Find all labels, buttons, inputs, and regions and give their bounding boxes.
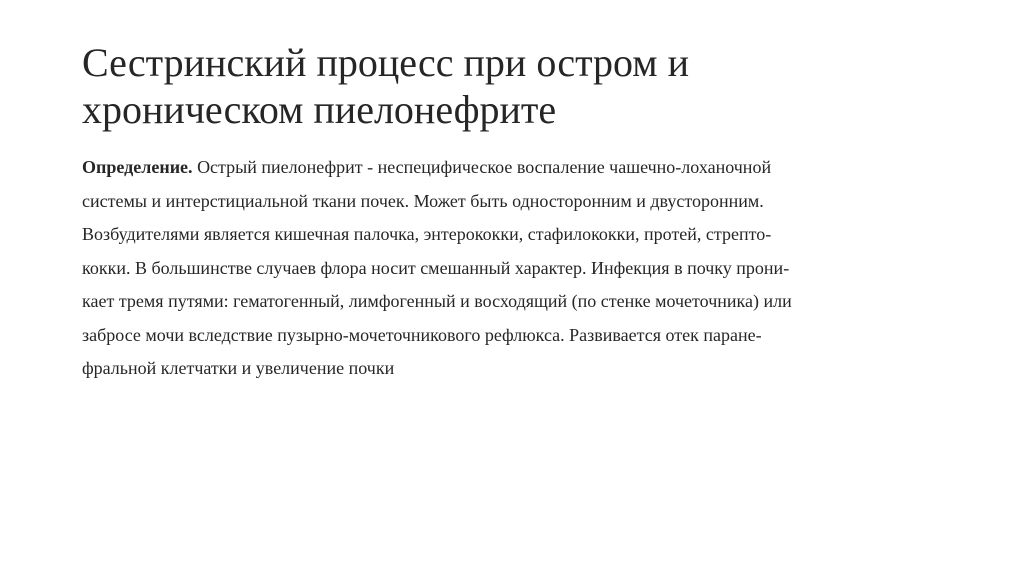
- body-line: системы и интерстициальной ткани почек. Может быть односторонним и двусторонним.: [82, 190, 764, 211]
- body-line: Возбудителями является кишечная палочка, энтерококки, стафилококки, протей, стрепто-: [82, 224, 772, 244]
- slide-title: [82, 39, 942, 133]
- body-line: забросе мочи вследствие пузырно-мочеточникового рефлюкса. Развивается отек паране-: [82, 324, 762, 345]
- body-line: кокки. В большинстве случаев флора носит смешанный характер. Инфекция в почку прони-: [82, 257, 790, 278]
- title-line: Сестринский процесс при остром и: [82, 40, 690, 85]
- body-line: фральной клетчатки и увеличение почки: [82, 358, 395, 378]
- body-line: [82, 151, 942, 185]
- body-line: кает тремя путями: гематогенный, лимфогенный и восходящий (по стенке мочеточника) или: [82, 291, 792, 311]
- title-line: хроническом пиелонефрите: [82, 87, 557, 132]
- definition-paragraph: [82, 151, 942, 386]
- definition-label: Определение.: [82, 157, 193, 177]
- body-line-text: Острый пиелонефрит - неспецифическое воспаление чашечно-лоханочной: [192, 157, 772, 177]
